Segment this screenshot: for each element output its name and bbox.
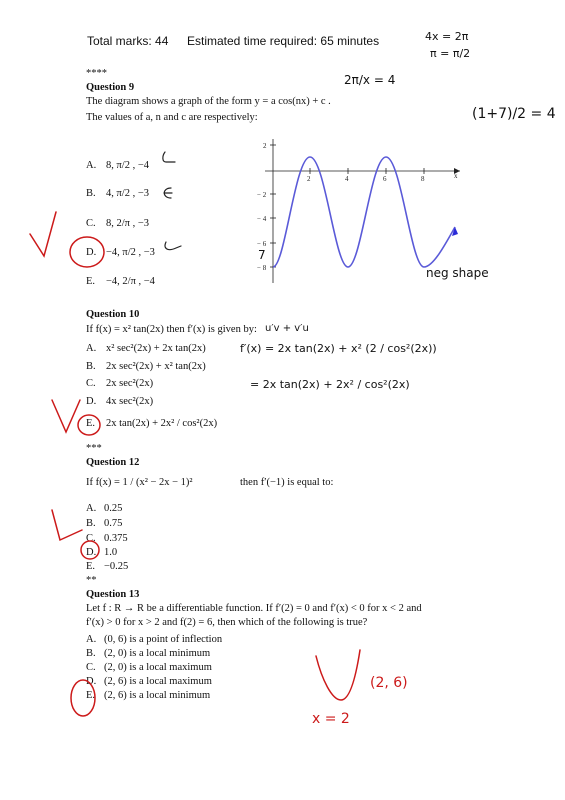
q13-option-text[interactable]: (0, 6) is a point of inflection	[104, 634, 223, 645]
q13-option-text[interactable]: (2, 6) is a local maximum	[104, 676, 212, 687]
q13-option-text[interactable]: (2, 0) is a local maximum	[104, 662, 212, 673]
answer-circle	[78, 415, 100, 435]
q13-line2: f′(x) > 0 for x > 2 and f(2) = 6, then which of the following is true?	[86, 617, 368, 628]
q10-option-letter[interactable]: E.	[86, 418, 96, 429]
q12-option-text[interactable]: −0.25	[104, 561, 129, 572]
x-tick-label: 4	[345, 175, 349, 183]
q9-option-letter[interactable]: E.	[86, 276, 96, 287]
q12-option-text[interactable]: 0.75	[104, 518, 123, 529]
q12-option-letter[interactable]: A.	[86, 503, 97, 514]
q10-option-letter[interactable]: B.	[86, 361, 96, 372]
q13-option-text[interactable]: (2, 6) is a local minimum	[104, 690, 211, 701]
q13-line1: Let f : R → R be a differentiable function. If f′(2) = 0 and f′(x) < 0 for x < 2 and	[86, 603, 422, 614]
total-marks: Total marks: 44	[87, 34, 169, 48]
y-tick-label: − 6	[257, 240, 267, 248]
hand-note-x-equals-2: x = 2	[312, 711, 350, 727]
hand-note-derivative: f′(x) = 2x tan(2x) + x² (2 / cos²(2x))	[240, 342, 437, 355]
q12-option-text[interactable]: 0.25	[104, 503, 123, 514]
q12-stars: ***	[86, 443, 102, 454]
x-axis-label: x	[454, 172, 458, 180]
q10-title: Question 10	[86, 309, 140, 320]
q12-option-letter[interactable]: D.	[86, 547, 97, 558]
answer-circle	[81, 541, 99, 559]
hand-note-period: 2π/x = 4	[344, 73, 396, 87]
q9-stars: ****	[86, 68, 107, 79]
scribble-mark	[163, 152, 175, 162]
q10-option-letter[interactable]: D.	[86, 396, 97, 407]
q13-option-letter[interactable]: E.	[86, 690, 96, 701]
hand-note-point: (2, 6)	[370, 675, 408, 691]
y-tick-label: − 8	[257, 264, 267, 272]
x-tick-label: 8	[421, 175, 425, 183]
hand-note-seven: 7	[258, 248, 266, 262]
q9-line2: The values of a, n and c are respectively:	[86, 112, 258, 123]
q9-title: Question 9	[86, 82, 135, 93]
tick-mark	[52, 400, 80, 432]
q13-stars: **	[86, 575, 97, 586]
q9-option-letter[interactable]: A.	[86, 160, 97, 171]
y-tick-label: − 2	[257, 191, 267, 199]
q10-option-text[interactable]: x² sec²(2x) + 2x tan(2x)	[106, 343, 206, 354]
q9-option-letter[interactable]: B.	[86, 188, 96, 199]
hand-note-product-rule: u′v + v′u	[265, 323, 309, 334]
x-tick-label: 2	[307, 175, 311, 183]
q13-option-letter[interactable]: A.	[86, 634, 97, 645]
q9-option-text[interactable]: −4, π/2 , −3	[106, 247, 155, 258]
q13-option-text[interactable]: (2, 0) is a local minimum	[104, 648, 211, 659]
q10-option-letter[interactable]: C.	[86, 378, 96, 389]
q12-title: Question 12	[86, 457, 140, 468]
time-estimate: Estimated time required: 65 minutes	[187, 34, 380, 48]
q9-option-text[interactable]: −4, 2/π , −4	[106, 276, 155, 287]
u-shape-sketch	[316, 650, 360, 700]
answer-circle	[71, 680, 95, 716]
q9-option-text[interactable]: 8, 2/π , −3	[106, 218, 150, 229]
x-tick-label: 6	[383, 175, 387, 183]
hand-note-4x-2pi: 4x = 2π	[425, 30, 469, 43]
q10-stem: If f(x) = x² tan(2x) then f′(x) is given by:	[86, 324, 257, 335]
tick-mark	[30, 212, 56, 256]
q10-option-text[interactable]: 2x tan(2x) + 2x² / cos²(2x)	[106, 418, 218, 429]
hand-note-neg-shape: neg shape	[426, 266, 489, 280]
q12-option-text[interactable]: 1.0	[104, 547, 118, 558]
q13-title: Question 13	[86, 589, 140, 600]
hand-note-derivative-result: = 2x tan(2x) + 2x² / cos²(2x)	[250, 378, 410, 391]
q12-stem-question: then f′(−1) is equal to:	[240, 477, 334, 488]
q9-option-letter[interactable]: D.	[86, 247, 97, 258]
q13-option-letter[interactable]: D.	[86, 676, 97, 687]
q10-option-letter[interactable]: A.	[86, 343, 97, 354]
q12-option-text[interactable]: 0.375	[104, 533, 128, 544]
q13-option-letter[interactable]: B.	[86, 648, 96, 659]
scribble-mark	[164, 188, 172, 198]
q9-line1: The diagram shows a graph of the form y = a cos(nx) + c .	[86, 96, 331, 107]
q9-option-text[interactable]: 8, π/2 , −4	[106, 160, 150, 171]
y-tick-label: − 4	[257, 215, 267, 223]
q9-option-text[interactable]: 4, π/2 , −3	[106, 188, 150, 199]
q12-option-letter[interactable]: B.	[86, 518, 96, 529]
hand-note-pi-half: π = π/2	[430, 47, 471, 60]
answer-circle	[70, 237, 104, 267]
hand-note-midline: (1+7)/2 = 4	[472, 106, 556, 122]
tick-mark	[52, 510, 82, 540]
y-tick-label: 2	[263, 142, 267, 150]
q10-option-text[interactable]: 2x sec²(2x) + x² tan(2x)	[106, 361, 206, 372]
q10-option-text[interactable]: 2x sec²(2x)	[106, 378, 154, 389]
q12-option-letter[interactable]: E.	[86, 561, 96, 572]
q9-option-letter[interactable]: C.	[86, 218, 96, 229]
q12-option-letter[interactable]: C.	[86, 533, 96, 544]
scribble-mark	[165, 242, 181, 250]
q13-option-letter[interactable]: C.	[86, 662, 96, 673]
q12-stem-function: If f(x) = 1 / (x² − 2x − 1)²	[86, 477, 193, 488]
q10-option-text[interactable]: 4x sec²(2x)	[106, 396, 154, 407]
